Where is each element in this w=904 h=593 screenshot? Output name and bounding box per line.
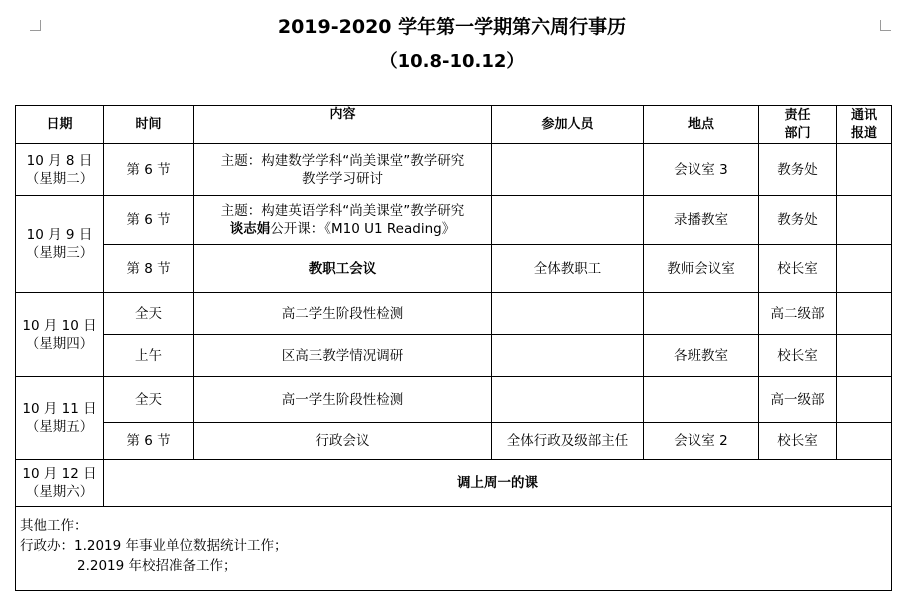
time-cell: 全天 xyxy=(104,377,194,423)
participants-cell xyxy=(492,144,644,196)
time-cell: 第 6 节 xyxy=(104,423,194,460)
date-cell: 10 月 8 日 （星期二） xyxy=(16,144,104,196)
participants-cell: 全体行政及级部主任 xyxy=(492,423,644,460)
table-row xyxy=(16,196,892,245)
notice-cell xyxy=(837,377,892,423)
time-cell: 第 6 节 xyxy=(104,144,194,196)
department-cell: 高二级部 xyxy=(759,293,837,335)
department-cell: 校长室 xyxy=(759,245,837,293)
content-cell: 行政会议 xyxy=(194,423,492,460)
department-cell: 校长室 xyxy=(759,335,837,377)
date-cell: 10 月 10 日 （星期四） xyxy=(16,293,104,377)
department-cell: 教务处 xyxy=(759,144,837,196)
date-cell: 10 月 9 日 （星期三） xyxy=(16,196,104,293)
location-cell xyxy=(644,377,759,423)
time-cell: 第 8 节 xyxy=(104,245,194,293)
other-work-line: 行政办：1.2019 年事业单位数据统计工作； xyxy=(20,538,288,554)
participants-cell xyxy=(492,293,644,335)
content-cell: 教职工会议 xyxy=(194,245,492,293)
other-work-heading: 其他工作： xyxy=(20,518,88,534)
participants-cell: 全体教职工 xyxy=(492,245,644,293)
department-cell: 校长室 xyxy=(759,423,837,460)
date-cell: 10 月 12 日 （星期六） xyxy=(16,460,104,507)
time-cell: 全天 xyxy=(104,293,194,335)
participants-cell xyxy=(492,196,644,245)
location-cell xyxy=(644,293,759,335)
notice-cell xyxy=(837,245,892,293)
header-notice: 通讯 报道 xyxy=(837,106,892,144)
table-row xyxy=(16,293,892,335)
content-cell: 高二学生阶段性检测 xyxy=(194,293,492,335)
participants-cell xyxy=(492,335,644,377)
time-cell: 上午 xyxy=(104,335,194,377)
notice-cell xyxy=(837,144,892,196)
table-row xyxy=(16,423,892,460)
other-work-notes xyxy=(20,516,288,576)
time-cell: 第 6 节 xyxy=(104,196,194,245)
other-work-line: 2.2019 年校招准备工作； xyxy=(77,558,237,574)
teacher-name: 谈志娟 xyxy=(229,221,271,237)
notice-cell xyxy=(837,196,892,245)
table-row xyxy=(16,245,892,293)
date-cell: 10 月 11 日 （星期五） xyxy=(16,377,104,460)
content-cell: 高一学生阶段性检测 xyxy=(194,377,492,423)
location-cell: 各班教室 xyxy=(644,335,759,377)
location-cell: 会议室 3 xyxy=(644,144,759,196)
header-row xyxy=(16,106,892,144)
notice-cell xyxy=(837,423,892,460)
header-department: 责任 部门 xyxy=(759,106,837,144)
header-location: 地点 xyxy=(644,106,759,144)
page-title: 2019-2020 学年第一学期第六周行事历 xyxy=(277,16,627,38)
content-cell: 区高三教学情况调研 xyxy=(194,335,492,377)
location-cell: 会议室 2 xyxy=(644,423,759,460)
header-date: 日期 xyxy=(16,106,104,144)
department-cell: 教务处 xyxy=(759,196,837,245)
notice-cell xyxy=(837,293,892,335)
location-cell: 录播教室 xyxy=(644,196,759,245)
location-cell: 教师会议室 xyxy=(644,245,759,293)
page-subtitle: （10.8-10.12） xyxy=(379,51,525,72)
content-cell: 主题：构建数学学科“尚美课堂”教学研究 教学学习研讨 xyxy=(194,144,492,196)
table-row xyxy=(16,144,892,196)
header-participants: 参加人员 xyxy=(492,106,644,144)
content-cell: 主题：构建英语学科“尚美课堂”教学研究 谈志娟公开课：《M10 U1 Reading》 xyxy=(194,196,492,245)
header-content: 内容 xyxy=(194,106,492,144)
merged-note-cell: 调上周一的课 xyxy=(104,460,892,507)
department-cell: 高一级部 xyxy=(759,377,837,423)
notice-cell xyxy=(837,335,892,377)
table-row xyxy=(16,335,892,377)
table-row xyxy=(16,377,892,423)
table-row xyxy=(16,460,892,507)
header-time: 时间 xyxy=(104,106,194,144)
participants-cell xyxy=(492,377,644,423)
